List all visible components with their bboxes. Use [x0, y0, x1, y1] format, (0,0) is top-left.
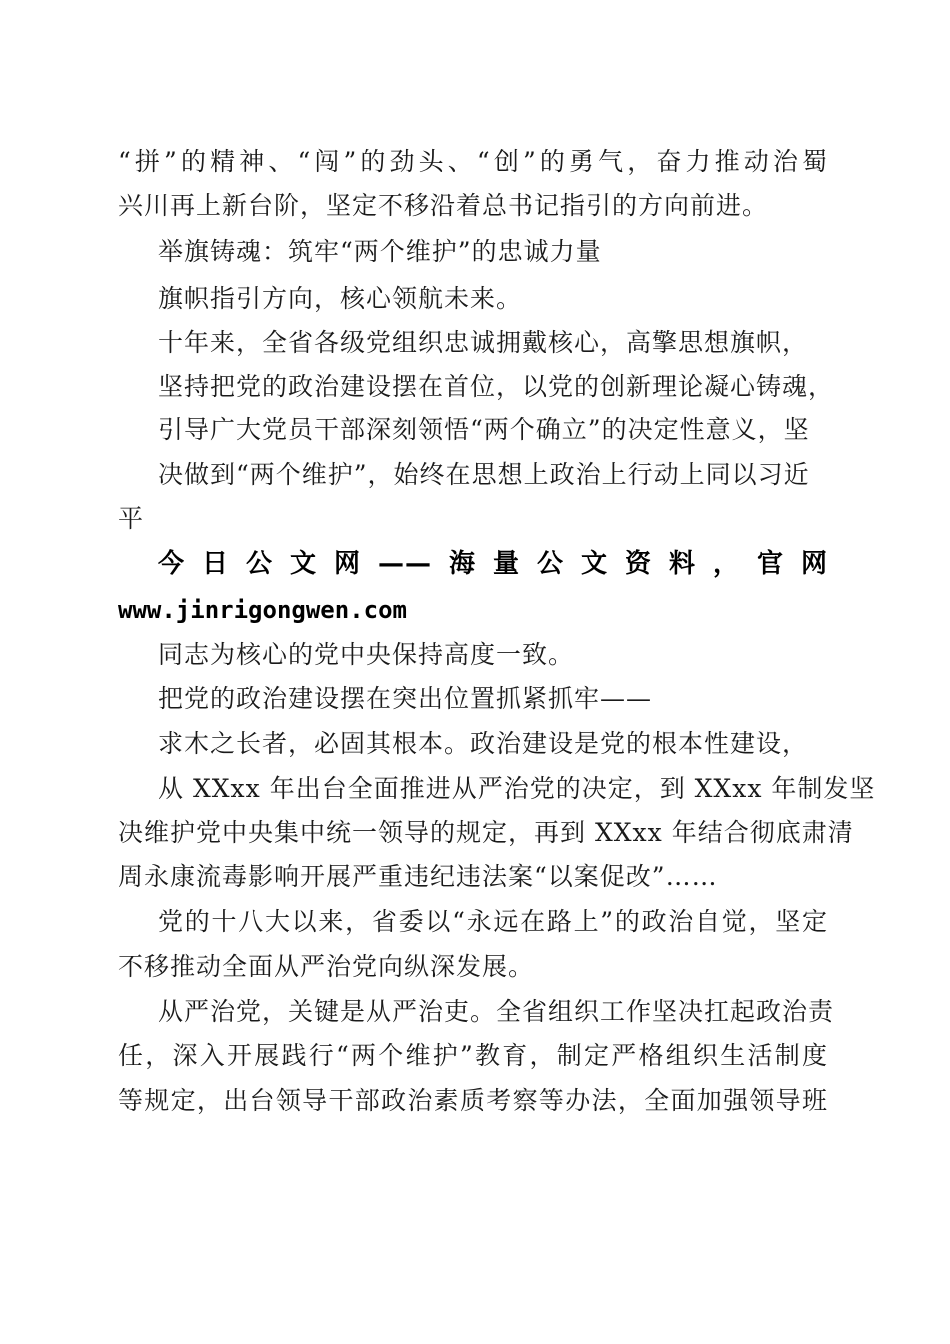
paragraph-line: 决做到“两个维护”，始终在思想上政治上行动上同以习近 [158, 460, 810, 489]
paragraph-line: 引导广大党员干部深刻领悟“两个确立”的决定性意义，坚 [158, 415, 810, 444]
watermark-banner: 今日公文网——海量公文资料，官网 [158, 549, 828, 579]
paragraph-line: 平 [118, 504, 145, 533]
paragraph-line: 决维护党中央集中统一领导的规定，再到 XXxx 年结合彻底肃清 [118, 818, 854, 847]
paragraph-line: 不移推动全面从严治党向纵深发展。 [118, 952, 535, 981]
paragraph-line: 等规定，出台领导干部政治素质考察等办法，全面加强领导班 [118, 1086, 828, 1115]
paragraph-line: “拼”的精神、“闯”的劲头、“创”的勇气，奋力推动治蜀 [118, 147, 828, 176]
paragraph-line: 党的十八大以来，省委以“永远在路上”的政治自觉，坚定 [158, 907, 828, 936]
paragraph-line: 把党的政治建设摆在突出位置抓紧抓牢—— [158, 684, 653, 713]
paragraph-line: 十年来，全省各级党组织忠诚拥戴核心，高擎思想旗帜， [158, 328, 809, 357]
paragraph-line: 坚持把党的政治建设摆在首位，以党的创新理论凝心铸魂， [158, 372, 835, 401]
paragraph-line: 求木之长者，必固其根本。政治建设是党的根本性建设， [158, 729, 809, 758]
paragraph-line: 同志为核心的党中央保持高度一致。 [158, 640, 575, 669]
paragraph-line: 兴川再上新台阶，坚定不移沿着总书记指引的方向前进。 [118, 191, 769, 220]
paragraph-line: 从严治党，关键是从严治吏。全省组织工作坚决扛起政治责 [158, 997, 835, 1026]
paragraph-line: 从 XXxx 年出台全面推进从严治党的决定，到 XXxx 年制发坚 [158, 774, 876, 803]
website-url[interactable]: www.jinrigongwen.com [118, 596, 407, 624]
paragraph-line: 任，深入开展践行“两个维护”教育，制定严格组织生活制度 [118, 1041, 828, 1070]
paragraph-line: 旗帜指引方向，核心领航未来。 [158, 284, 523, 313]
paragraph-line: 周永康流毒影响开展严重违纪违法案“以案促改”…… [118, 862, 718, 891]
section-heading: 举旗铸魂：筑牢“两个维护”的忠诚力量 [158, 237, 602, 266]
